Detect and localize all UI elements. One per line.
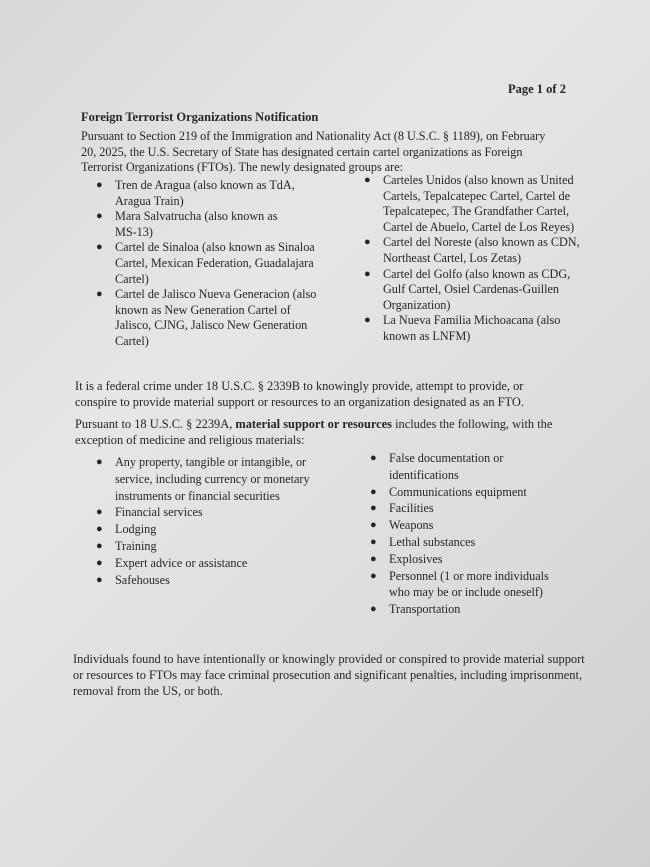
groups-left-list (96, 178, 317, 350)
bullet-icon: ● (364, 267, 371, 280)
bullet-icon: ● (96, 556, 103, 569)
document-title: Foreign Terrorist Organizations Notification (81, 110, 319, 124)
list-item: ● False documentation or identifications (370, 451, 504, 482)
list-item: ● Cartel de Jalisco Nueva Generacion (also known as New Generation Cartel of Jalisco, CJNG, Jalisco New Generation Cartel) (96, 287, 317, 348)
page-number: Page 1 of 2 (508, 82, 566, 96)
list-item: ● Transportation (370, 602, 461, 617)
bullet-icon: ● (96, 539, 103, 552)
list-item: ● Weapons (370, 518, 434, 533)
intro-paragraph: Pursuant to Section 219 of the Immigration and Nationality Act (8 U.S.C. § 1189), on February 20, 2025, the U.S. Secretary of State has designated certain cartel organizations as Foreign Terrorist Organizations (FTOs). The newly designated groups are: (81, 129, 546, 175)
support-intro-pre: Pursuant to 18 U.S.C. § 2239A, (75, 417, 236, 431)
federal-crime-paragraph: It is a federal crime under 18 U.S.C. § 2339B to knowingly provide, attempt to provide, or conspire to provide material support or resources to an organization designated as an FTO. (75, 379, 524, 409)
list-item: ● Safehouses (96, 572, 170, 587)
bullet-icon: ● (370, 485, 377, 498)
bullet-icon: ● (364, 314, 371, 327)
list-item: ● Facilities (370, 501, 434, 516)
bullet-icon: ● (364, 174, 371, 186)
bullet-icon: ● (370, 519, 377, 532)
groups-right-list (364, 173, 583, 345)
bullet-icon: ● (370, 552, 377, 565)
bullet-icon: ● (96, 523, 103, 536)
list-item: ● Cartel del Noreste (also known as CDN, Northeast Cartel, Los Zetas) (364, 235, 580, 265)
list-item: ● Mara Salvatrucha (also known as MS-13) (96, 209, 278, 239)
bullet-icon: ● (96, 241, 103, 254)
list-item: ● Financial services (96, 505, 203, 520)
list-item: ● Training (96, 538, 157, 553)
list-item: ● Explosives (370, 551, 443, 566)
list-item: ● Communications equipment (370, 484, 527, 499)
support-intro-post: includes the following, with the exception of medicine and religious materials: (75, 417, 553, 447)
bullet-icon: ● (96, 210, 103, 223)
bullet-icon: ● (370, 535, 377, 548)
list-item: ● Any property, tangible or intangible, or service, including currency or monetary instruments or financial securities (96, 455, 310, 503)
list-item: ● Tren de Aragua (also known as TdA, Aragua Train) (96, 178, 295, 208)
list-item: ● Lethal substances (370, 534, 476, 549)
support-right-list (370, 450, 579, 618)
list-item: ● Expert advice or assistance (96, 555, 248, 570)
bullet-icon: ● (364, 236, 371, 249)
bullet-icon: ● (370, 452, 377, 464)
bullet-icon: ● (96, 288, 103, 301)
bullet-icon: ● (370, 569, 377, 582)
bullet-icon: ● (96, 179, 103, 191)
list-item: ● Cartel de Sinaloa (also known as Sinaloa Cartel, Mexican Federation, Guadalajara Cartel) (96, 240, 315, 286)
support-intro-bold: material support or resources (235, 417, 392, 431)
list-item: ● Cartel del Golfo (also known as CDG, Gulf Cartel, Osiel Cardenas-Guillen Organization) (364, 266, 571, 312)
list-item: ● Lodging (96, 522, 157, 537)
bullet-icon: ● (96, 573, 103, 586)
support-left-list (96, 454, 315, 588)
support-intro-paragraph (75, 416, 580, 448)
list-item: ● Carteles Unidos (also known as United Cartels, Tepalcatepec Cartel, Cartel de Tepalcatepec, The Grandfather Cartel, Cartel de Abuelo, Cartel de Los Reyes) (364, 173, 575, 234)
bullet-icon: ● (96, 456, 103, 468)
consequences-paragraph: Individuals found to have intentionally or knowingly provided or conspired to provide material support or resources to FTOs may face criminal prosecution and significant penalties, including imprisonment, removal from the US, or both. (73, 652, 585, 698)
list-item: ● La Nueva Familia Michoacana (also known as LNFM) (364, 313, 561, 343)
bullet-icon: ● (370, 502, 377, 515)
bullet-icon: ● (370, 603, 377, 616)
list-item: ● Personnel (1 or more individuals who may be or include oneself) (370, 568, 549, 600)
bullet-icon: ● (96, 506, 103, 519)
